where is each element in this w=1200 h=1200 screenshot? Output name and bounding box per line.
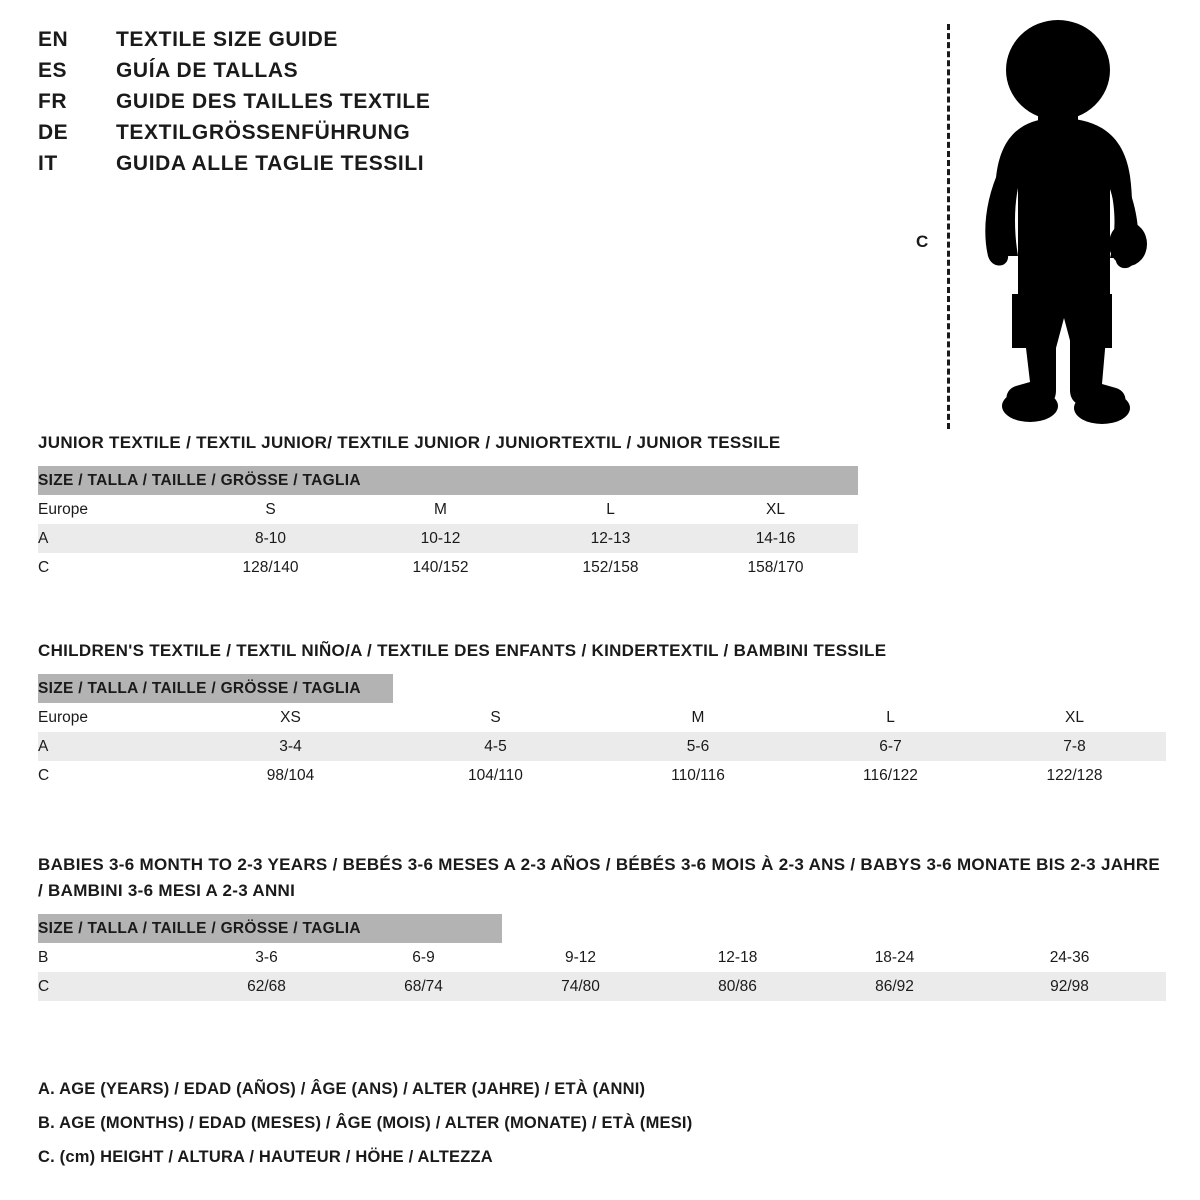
figure-measure-label: C: [916, 232, 929, 251]
cell-value: 104/110: [393, 761, 598, 790]
table-row: [38, 495, 1166, 524]
table-row: [38, 732, 1166, 761]
table-row: [38, 943, 1166, 972]
height-dashed-line: [947, 24, 950, 429]
language-title-block: [38, 28, 658, 183]
language-code: IT: [38, 152, 58, 175]
cell-value: 6-7: [798, 732, 983, 761]
cell-value: L: [798, 703, 983, 732]
cell-value: 18-24: [816, 943, 973, 972]
table-row: [38, 553, 1166, 582]
cell-value: 140/152: [353, 553, 528, 582]
row-label: C: [38, 553, 188, 582]
table-row: [38, 524, 1166, 553]
language-code: FR: [38, 90, 67, 113]
cell-value: XL: [693, 495, 858, 524]
row-label: A: [38, 524, 188, 553]
cell-value: 92/98: [973, 972, 1166, 1001]
table-band-row: [38, 466, 1166, 495]
language-title: GUÍA DE TALLAS: [116, 59, 299, 82]
cell-value: 68/74: [345, 972, 502, 1001]
row-label: C: [38, 761, 188, 790]
section-title: JUNIOR TEXTILE / TEXTIL JUNIOR/ TEXTILE JUNIOR / JUNIORTEXTIL / JUNIOR TESSILE: [38, 433, 781, 452]
row-label: C: [38, 972, 188, 1001]
cell-value: 7-8: [983, 732, 1166, 761]
language-row: [38, 59, 658, 90]
language-code: DE: [38, 121, 69, 144]
junior-size-table: [38, 466, 1166, 582]
cell-value: 74/80: [502, 972, 659, 1001]
cell-value: 3-6: [188, 943, 345, 972]
cell-value: 6-9: [345, 943, 502, 972]
child-silhouette-icon: [960, 18, 1160, 428]
row-label: Europe: [38, 703, 188, 732]
table-band-label: SIZE / TALLA / TAILLE / GRÖSSE / TAGLIA: [38, 674, 393, 703]
cell-value: M: [598, 703, 798, 732]
table-band-row: [38, 674, 1166, 703]
language-row: [38, 28, 658, 59]
table-row: [38, 972, 1166, 1001]
language-code: EN: [38, 28, 69, 51]
table-row: [38, 703, 1166, 732]
cell-value: 4-5: [393, 732, 598, 761]
cell-value: 152/158: [528, 553, 693, 582]
row-filler: [858, 495, 1166, 524]
cell-value: 24-36: [973, 943, 1166, 972]
cell-value: 14-16: [693, 524, 858, 553]
row-filler: [858, 553, 1166, 582]
cell-value: L: [528, 495, 693, 524]
babies-size-table: [38, 914, 1166, 1001]
language-row: [38, 152, 658, 183]
cell-value: 110/116: [598, 761, 798, 790]
language-row: [38, 90, 658, 121]
height-figure: [900, 10, 1180, 430]
legend-block: [38, 1072, 1138, 1174]
language-title: GUIDE DES TAILLES TEXTILE: [116, 90, 431, 113]
legend-line-a: A. AGE (YEARS) / EDAD (AÑOS) / ÂGE (ANS) / ALTER (JAHRE) / ETÀ (ANNI): [38, 1080, 646, 1098]
table-band-label: SIZE / TALLA / TAILLE / GRÖSSE / TAGLIA: [38, 914, 502, 943]
cell-value: XS: [188, 703, 393, 732]
cell-value: S: [188, 495, 353, 524]
cell-value: 9-12: [502, 943, 659, 972]
language-title: GUIDA ALLE TAGLIE TESSILI: [116, 152, 425, 175]
section-children-textile: [38, 638, 1166, 790]
cell-value: 3-4: [188, 732, 393, 761]
language-code: ES: [38, 59, 68, 82]
table-row: [38, 761, 1166, 790]
legend-line-c: C. (cm) HEIGHT / ALTURA / HAUTEUR / HÖHE / ALTEZZA: [38, 1148, 493, 1166]
cell-value: 8-10: [188, 524, 353, 553]
row-filler: [858, 524, 1166, 553]
children-size-table: [38, 674, 1166, 790]
cell-value: 98/104: [188, 761, 393, 790]
legend-line-b: B. AGE (MONTHS) / EDAD (MESES) / ÂGE (MOIS) / ALTER (MONATE) / ETÀ (MESI): [38, 1114, 693, 1132]
band-filler: [502, 914, 1166, 943]
cell-value: M: [353, 495, 528, 524]
row-label: Europe: [38, 495, 188, 524]
cell-value: 12-18: [659, 943, 816, 972]
section-babies-textile: [38, 852, 1166, 1001]
language-title: TEXTILGRÖSSENFÜHRUNG: [116, 121, 411, 144]
cell-value: 62/68: [188, 972, 345, 1001]
cell-value: 5-6: [598, 732, 798, 761]
section-title: BABIES 3-6 MONTH TO 2-3 YEARS / BEBÉS 3-6 MESES A 2-3 AÑOS / BÉBÉS 3-6 MOIS À 2-3 ANS / BABYS 3-6 MONATE BIS 2-3 JAHRE / BAMBINI 3-6 MESI A 2-3 ANNI: [38, 855, 1161, 900]
cell-value: 10-12: [353, 524, 528, 553]
section-junior-textile: [38, 430, 1166, 582]
row-label: B: [38, 943, 188, 972]
cell-value: 116/122: [798, 761, 983, 790]
band-filler: [858, 466, 1166, 495]
table-band-row: [38, 914, 1166, 943]
cell-value: 158/170: [693, 553, 858, 582]
cell-value: XL: [983, 703, 1166, 732]
cell-value: 80/86: [659, 972, 816, 1001]
table-band-label: SIZE / TALLA / TAILLE / GRÖSSE / TAGLIA: [38, 466, 858, 495]
cell-value: 128/140: [188, 553, 353, 582]
language-row: [38, 121, 658, 152]
cell-value: 86/92: [816, 972, 973, 1001]
cell-value: S: [393, 703, 598, 732]
language-title: TEXTILE SIZE GUIDE: [116, 28, 338, 51]
cell-value: 122/128: [983, 761, 1166, 790]
section-title: CHILDREN'S TEXTILE / TEXTIL NIÑO/A / TEXTILE DES ENFANTS / KINDERTEXTIL / BAMBINI TESSILE: [38, 641, 887, 660]
row-label: A: [38, 732, 188, 761]
band-filler: [393, 674, 1166, 703]
cell-value: 12-13: [528, 524, 693, 553]
